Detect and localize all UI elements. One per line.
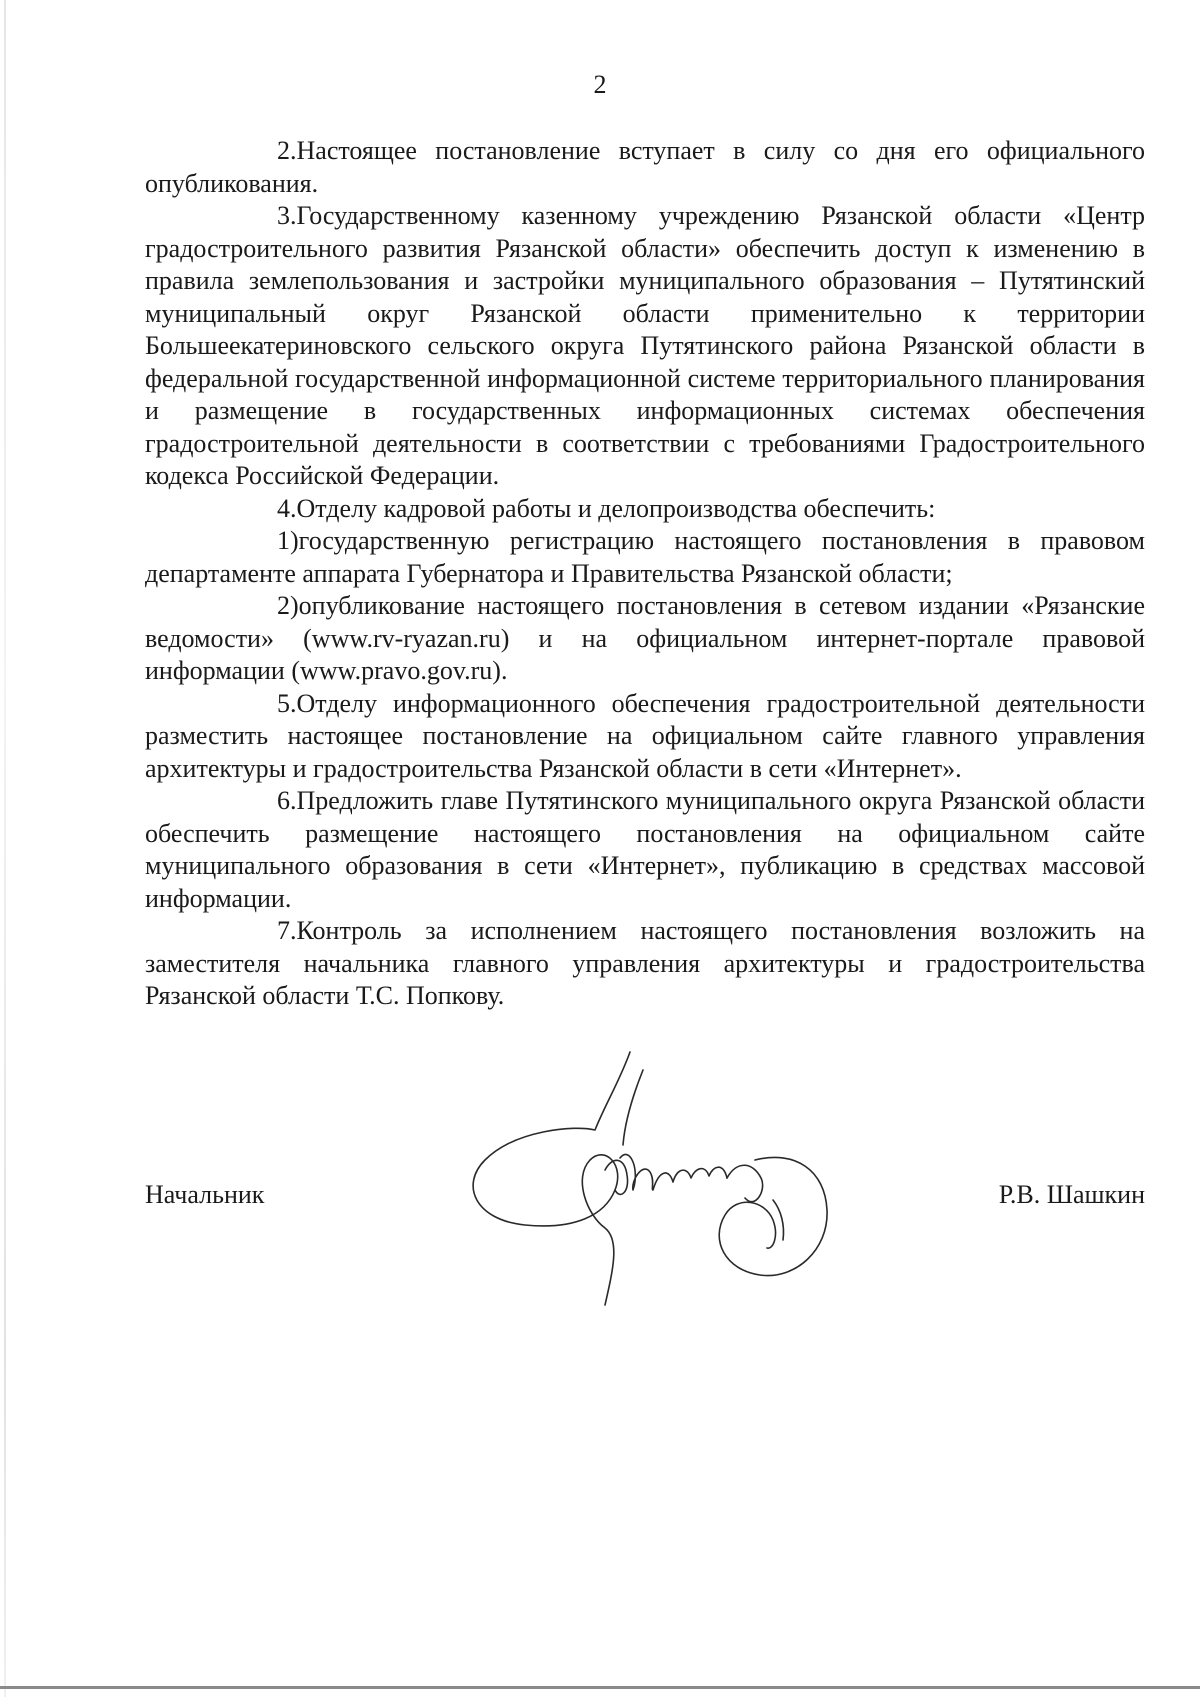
paragraph-4-2 xyxy=(145,590,1145,688)
paragraph-text: Предложить главе Путятинского муниципального округа Рязанской области обеспечить размещение настоящего постановления на официальном сайте муниципального образования в сети «Интернет», публикацию в средствах массовой информации. xyxy=(145,786,1145,913)
paragraph-2 xyxy=(145,135,1145,200)
handwritten-signature xyxy=(455,1050,875,1310)
paragraph-4-1 xyxy=(145,525,1145,590)
paragraph-text: опубликование настоящего постановления в сетевом издании «Рязанские ведомости» (www.rv-ryazan.ru) и на официальном интернет-портале правовой информации (www.pravo.gov.ru). xyxy=(145,591,1145,685)
paragraph-text: Государственному казенному учреждению Рязанской области «Центр градостроительного развития Рязанской области» обеспечить доступ к изменению в правила землепользования и застройки муниципального образования – Путятинский муниципальный округ Рязанской области применительно к территории Большеекатериновского сельского округа Путятинского района Рязанской области в федеральной государственной информационной системе территориального планирования и размещение в государственных информационных системах обеспечения градостроительной деятельности в соответствии с требованиями Градостроительного кодекса Российской Федерации. xyxy=(145,201,1145,490)
paragraph-number: 5. xyxy=(277,688,297,718)
paragraph-5 xyxy=(145,688,1145,786)
paragraph-4 xyxy=(145,493,1145,526)
paragraph-number: 2. xyxy=(277,136,297,165)
signer-position: Начальник xyxy=(145,1180,265,1209)
paragraph-number: 6. xyxy=(277,786,297,815)
paragraph-6 xyxy=(145,785,1145,915)
paragraph-text: Отделу кадровой работы и делопроизводства обеспечить: xyxy=(296,493,936,523)
paragraph-text: Контроль за исполнением настоящего постановления возложить на заместителя начальника главного управления архитектуры и градостроительства Рязанской области Т.С. Попкову. xyxy=(145,916,1145,1010)
paragraph-number: 4. xyxy=(277,493,297,523)
paragraph-number: 7. xyxy=(277,916,297,945)
paragraph-text: Отделу информационного обеспечения градостроительной деятельности разместить настоящее постановление на официальном сайте главного управления архитектуры и градостроительства Рязанской области в сети «Интернет». xyxy=(145,688,1145,783)
paragraph-number: 2) xyxy=(277,591,299,620)
paragraph-number: 1) xyxy=(277,526,299,555)
scan-edge-left xyxy=(4,0,6,1697)
paragraph-7 xyxy=(145,915,1145,1013)
page-number: 2 xyxy=(593,70,607,99)
paragraph-text: Настоящее постановление вступает в силу со дня его официального опубликования. xyxy=(145,136,1145,198)
paragraph-text: государственную регистрацию настоящего постановления в правовом департаменте аппарата Губернатора и Правительства Рязанской области; xyxy=(145,526,1145,588)
scan-edge-bottom xyxy=(0,1686,1200,1689)
signer-name: Р.В. Шашкин xyxy=(998,1180,1145,1209)
document-body xyxy=(145,135,1145,1013)
paragraph-number: 3. xyxy=(277,201,297,230)
paragraph-3 xyxy=(145,200,1145,493)
